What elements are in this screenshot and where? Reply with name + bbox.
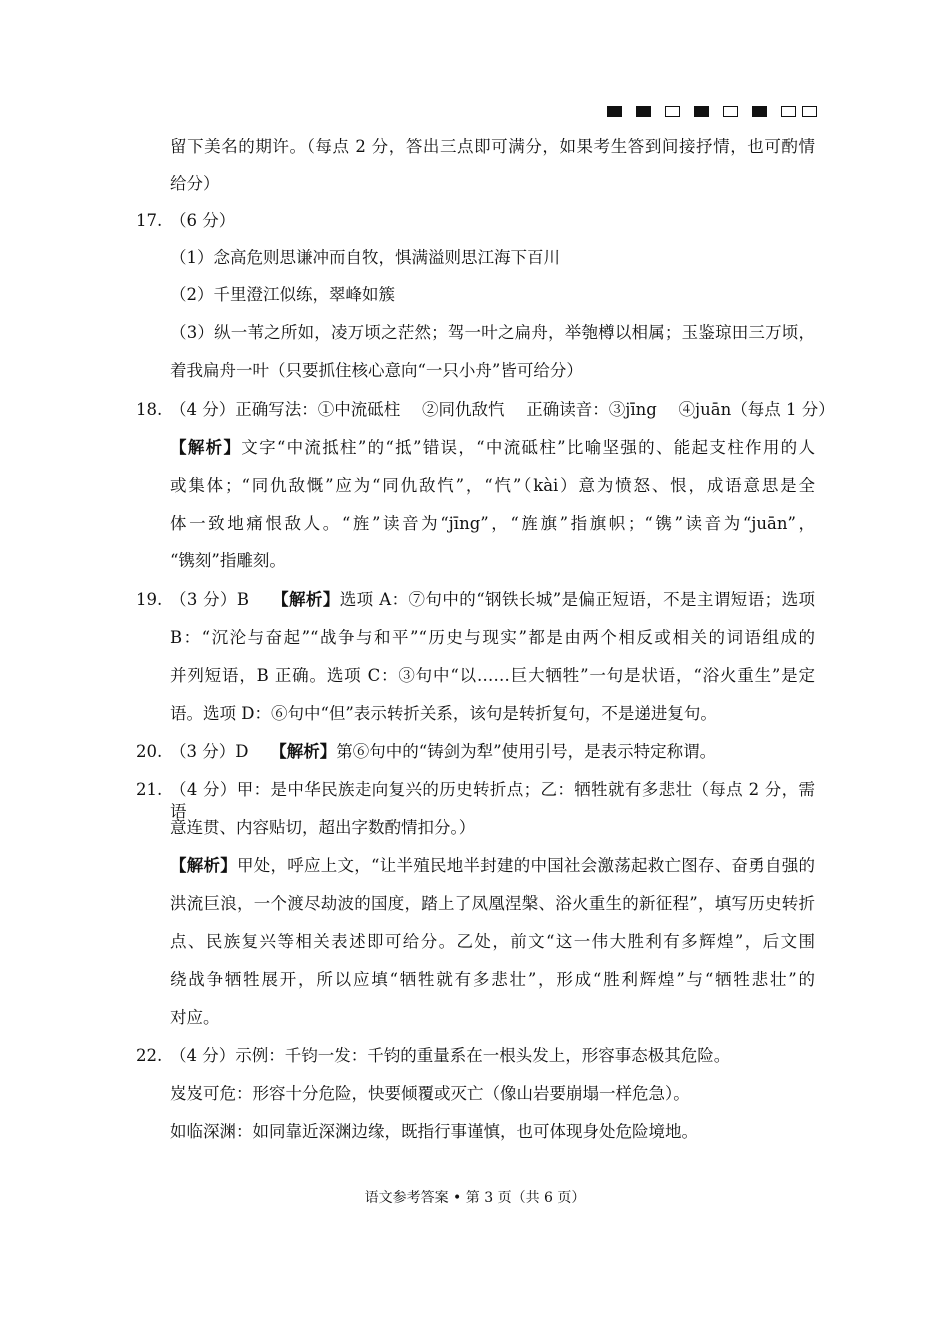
marker-square-filled: [752, 106, 767, 117]
marker-square-empty: [781, 106, 796, 117]
marker-square-filled: [607, 106, 622, 117]
analysis-tag: 【解析】: [272, 590, 340, 609]
q21-line: 对应。: [170, 1008, 220, 1027]
q21-analysis-text: 甲处，呼应上文，“让半殖民地半封建的中国社会激荡起救亡图存、奋勇自强的: [237, 856, 816, 875]
q17-line: （1）念高危则思谦冲而自牧，惧满溢则思江海下百川: [170, 248, 560, 267]
question-number: 19.: [136, 590, 163, 609]
q17-line: （2）千里澄江似练，翠峰如簇: [170, 285, 395, 304]
page-footer: 语文参考答案 • 第 3 页（共 6 页）: [364, 1190, 586, 1206]
q16-cont-line: 给分）: [170, 174, 220, 193]
q18-line: （4 分）正确写法：①中流砥柱 ②同仇敌忾 正确读音：③jīng ④juān（每点 1 分）: [170, 400, 835, 419]
q20-answer: （3 分）D: [170, 742, 271, 761]
q21-line: 绕战争牺牲展开，所以应填“牺牲就有多悲壮”，形成“胜利辉煌”与“牺牲悲壮”的: [170, 970, 815, 989]
q19-line: B：“沉沦与奋起”“战争与和平”“历史与现实”都是由两个相反或相关的词语组成的: [170, 628, 815, 647]
q20-analysis-text: 第⑥句中的“铸剑为犁”使用引号，是表示特定称谓。: [336, 742, 717, 761]
q19-line: 并列短语，B 正确。选项 C：③句中“以……巨大牺牲”一句是状语，“浴火重生”是定: [170, 666, 815, 685]
q20-line: [170, 741, 716, 763]
q19-line: [170, 589, 815, 611]
q21-line: 点、民族复兴等相关表述即可给分。乙处，前文“这一伟大胜利有多辉煌”，后文围: [170, 932, 815, 951]
q17-line: （3）纵一苇之所如，凌万顷之茫然；驾一叶之扁舟，举匏樽以相属；玉鉴琼田三万顷，: [170, 323, 815, 342]
question-number: 21.: [136, 780, 163, 799]
analysis-tag: 【解析】: [270, 742, 337, 761]
marker-square-filled: [694, 106, 709, 117]
q18-analysis-text: 文字“中流抵柱”的“抵”错误，“中流砥柱”比喻坚强的、能起支柱作用的人: [241, 438, 815, 457]
marker-square-empty: [665, 106, 680, 117]
q19-line: 语。选项 D：⑥句中“但”表示转折关系，该句是转折复句，不是递进复句。: [170, 704, 717, 723]
question-number: 18.: [136, 400, 163, 419]
q16-cont-line: 留下美名的期许。（每点 2 分，答出三点即可满分，如果考生答到间接抒情，也可酌情: [170, 137, 815, 156]
question-number: 20.: [136, 742, 163, 761]
question-number: 17.: [136, 211, 163, 230]
q22-line: 岌岌可危：形容十分危险，快要倾覆或灭亡（像山岩要崩塌一样危急）。: [170, 1084, 690, 1103]
q18-line: “镌刻”指雕刻。: [170, 551, 286, 570]
q19-analysis-text: 选项 A：⑦句中的“钢铁长城”是偏正短语，不是主谓短语；选项: [339, 590, 815, 609]
q21-analysis-line: [170, 855, 815, 877]
q17-line: 着我扁舟一叶（只要抓住核心意向“一只小舟”皆可给分）: [170, 361, 583, 380]
marker-square-filled: [636, 106, 651, 117]
analysis-tag: 【解析】: [170, 438, 242, 457]
q21-line: 意连贯、内容贴切，超出字数酌情扣分。）: [170, 818, 476, 837]
marker-square-empty: [802, 106, 817, 117]
q19-answer: （3 分）B: [170, 590, 273, 609]
q21-line: 洪流巨浪，一个渡尽劫波的国度，踏上了凤凰涅槃、浴火重生的新征程”，填写历史转折: [170, 894, 815, 913]
q22-line: （4 分）示例：千钧一发：千钧的重量系在一根头发上，形容事态极其危险。: [170, 1046, 731, 1065]
analysis-tag: 【解析】: [170, 856, 238, 875]
q22-line: 如临深渊：如同靠近深渊边缘，既指行事谨慎，也可体现身处危险境地。: [170, 1122, 698, 1141]
q17-line: （6 分）: [170, 211, 236, 230]
q21-line: （4 分）甲：是中华民族走向复兴的历史转折点；乙：牺牲就有多悲壮（每点 2 分，需语: [170, 780, 815, 821]
question-number: 22.: [136, 1046, 163, 1065]
q18-line: 或集体；“同仇敌慨”应为“同仇敌忾”，“忾”（kài）意为愤怒、恨，成语意思是全: [170, 476, 815, 495]
q18-line: 体一致地痛恨敌人。“旌”读音为“jīng”，“旌旗”指旗帜；“镌”读音为“juān”，: [170, 514, 815, 533]
marker-square-empty: [723, 106, 738, 117]
q18-analysis-line: [170, 437, 815, 459]
